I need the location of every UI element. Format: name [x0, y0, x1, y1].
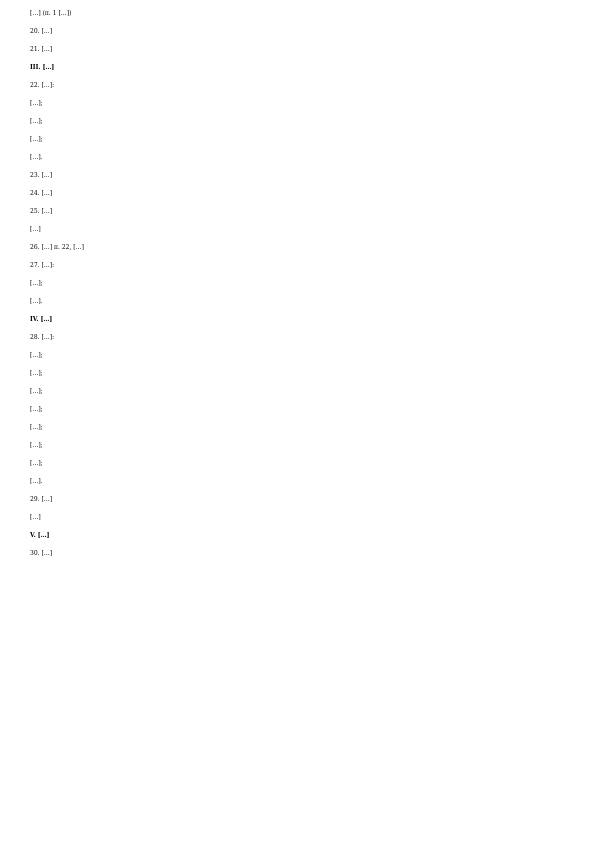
defect-item: […]; [30, 424, 43, 431]
paragraph-quality: […] [30, 226, 41, 233]
defect-item: […]; [30, 118, 43, 125]
defect-item: […]; [30, 388, 43, 395]
defect-item: […]. [30, 154, 43, 161]
defect-item: […]. [30, 478, 43, 485]
paragraph-28: 28. […]: [30, 334, 55, 341]
paragraph-20: 20. […] [30, 28, 53, 35]
defect-item: […]; [30, 136, 43, 143]
paragraph-additional: […] [30, 514, 41, 521]
defect-item: […]; [30, 280, 43, 287]
defect-item: […]; [30, 406, 43, 413]
defect-item: […]; [30, 460, 43, 467]
defect-item: […]; [30, 370, 43, 377]
section-heading-4: IV. […] [30, 316, 53, 323]
paragraph-29: 29. […] [30, 496, 53, 503]
paragraph-30: 30. […] [30, 550, 53, 557]
section-heading-5: V. […] [30, 532, 50, 539]
paragraph-22: 22. […]: [30, 82, 55, 89]
defect-item: […]; [30, 352, 43, 359]
section-heading-3: III. […] [30, 64, 55, 71]
paragraph-21: 21. […] [30, 46, 53, 53]
defect-item: […]; [30, 100, 43, 107]
paragraph-27: 27. […]: [30, 262, 55, 269]
defect-item: […]; [30, 442, 43, 449]
defect-item: […]. [30, 298, 43, 305]
paragraph-26: 26. […] п. 22, […] [30, 244, 84, 251]
paragraph-25: 25. […] [30, 208, 53, 215]
paragraph-24: 24. […] [30, 190, 53, 197]
paragraph-continuation: […] (п. 1 […]) [30, 10, 72, 17]
paragraph-23: 23. […] [30, 172, 53, 179]
